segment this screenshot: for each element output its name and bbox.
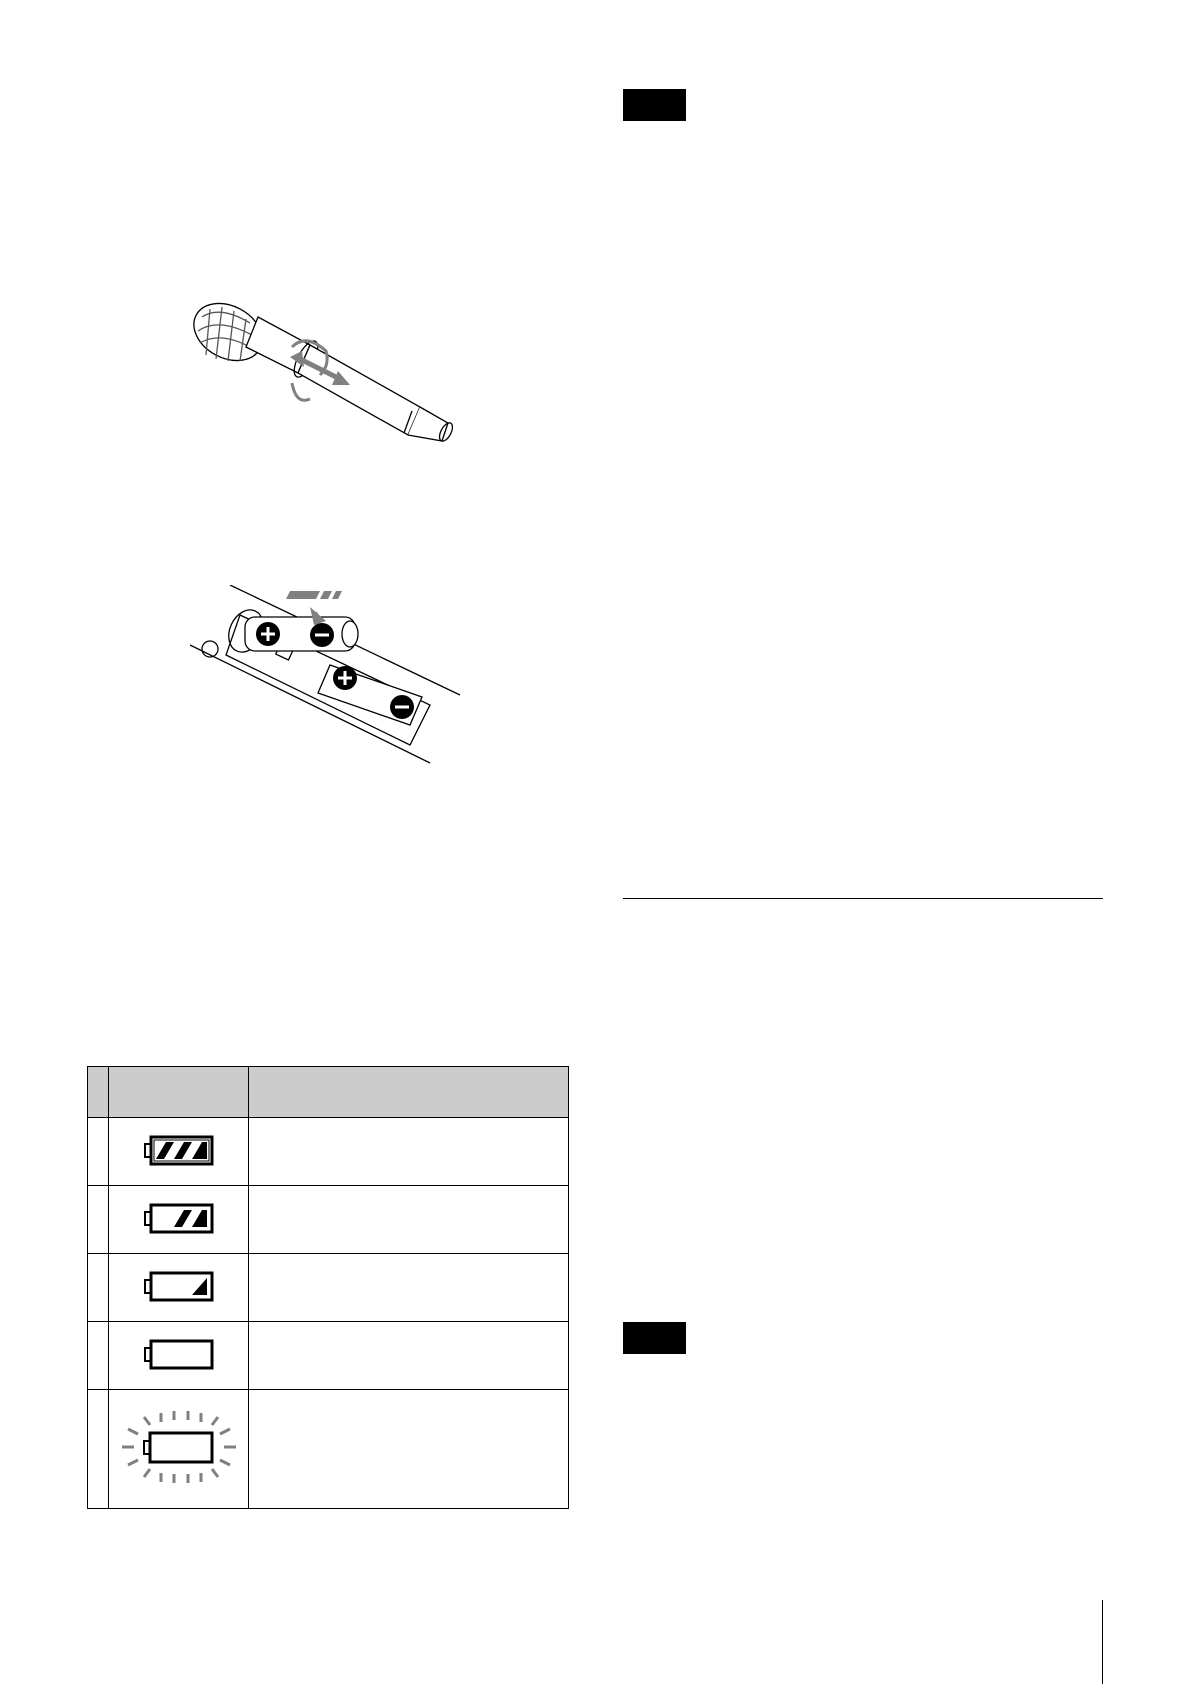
table-header-cell — [88, 1067, 109, 1118]
table-cell — [88, 1118, 109, 1186]
note-badge — [623, 89, 686, 121]
table-cell — [109, 1390, 249, 1509]
battery-empty-icon — [144, 1337, 214, 1371]
microphone-grip-unscrew-illustration — [180, 295, 480, 475]
table-cell — [249, 1186, 569, 1254]
table-header-row — [88, 1067, 569, 1118]
table-cell — [249, 1390, 569, 1509]
battery-empty-blinking-icon — [114, 1405, 244, 1491]
table-row — [88, 1322, 569, 1390]
table-cell — [249, 1322, 569, 1390]
table-header-cell — [109, 1067, 249, 1118]
table-cell — [109, 1254, 249, 1322]
note-badge — [623, 1322, 686, 1354]
table-cell — [109, 1118, 249, 1186]
table-row — [88, 1186, 569, 1254]
table-cell — [109, 1322, 249, 1390]
table-cell — [249, 1254, 569, 1322]
table-cell — [88, 1390, 109, 1509]
table-cell — [249, 1118, 569, 1186]
table-cell — [109, 1186, 249, 1254]
table-row — [88, 1118, 569, 1186]
table-cell — [88, 1322, 109, 1390]
battery-indicator-table — [87, 1066, 569, 1509]
table-cell — [88, 1186, 109, 1254]
page-edge-rule — [1102, 1600, 1103, 1684]
table-header-cell — [249, 1067, 569, 1118]
battery-full-icon — [144, 1133, 214, 1167]
table-cell — [88, 1254, 109, 1322]
battery-one-third-icon — [144, 1269, 214, 1303]
section-divider — [623, 898, 1103, 899]
table-row — [88, 1390, 569, 1509]
table-row — [88, 1254, 569, 1322]
battery-insertion-illustration — [190, 585, 465, 770]
battery-two-thirds-icon — [144, 1201, 214, 1235]
